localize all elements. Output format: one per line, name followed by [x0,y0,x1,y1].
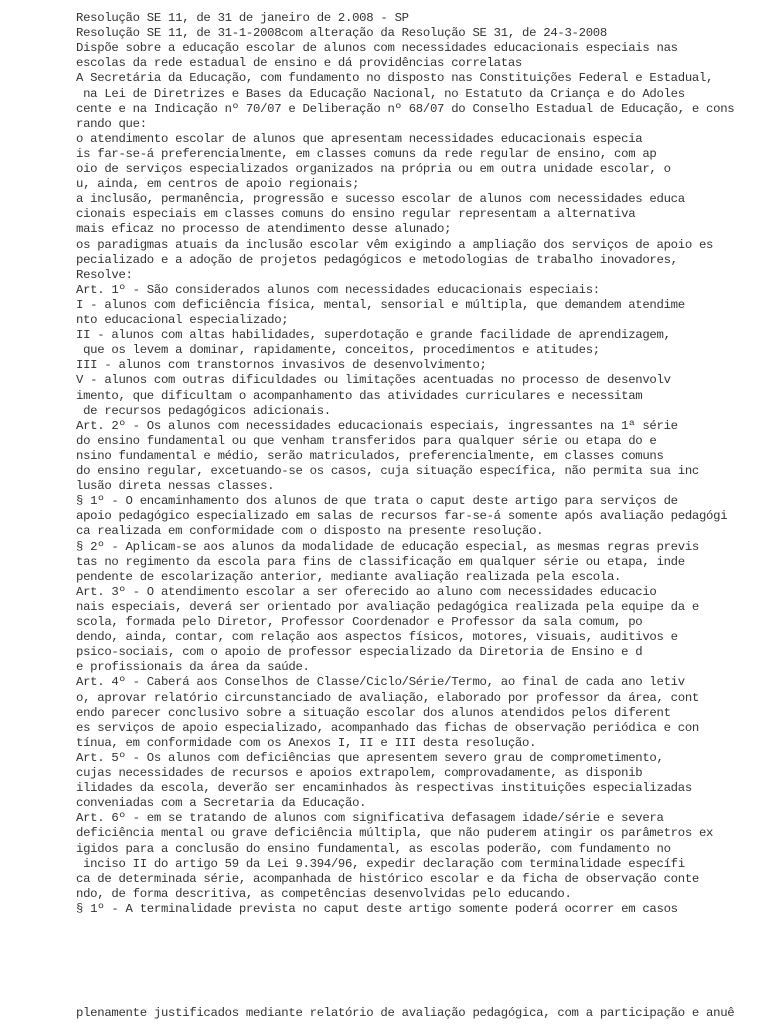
document-line: Art. 1º - São considerados alunos com necessidades educacionais especiais: [76,282,600,297]
document-line: mais eficaz no processo de atendimento desse alunado; [76,222,452,237]
document-line: nsino fundamental e médio, serão matriculados, preferencialmente, em classes comuns [76,448,664,463]
document-line: es serviços de apoio especializado, acompanhado das fichas de observação periódica e con [76,720,699,735]
document-line: o, aprovar relatório circunstanciado de avaliação, elaborado por professor da área, cont [76,690,699,705]
document-line: inciso II do artigo 59 da Lei 9.394/96, expedir declaração com terminalidade específi [76,856,685,871]
document-line: Resolve: [76,267,133,282]
document-line: cujas necessidades de recursos e apoios extrapolem, comprovadamente, as disponib [76,766,643,780]
document-line: Art. 2º - Os alunos com necessidades educacionais especiais, ingressantes na 1ª série [76,418,678,433]
document-line: I - alunos com deficiência física, mental, sensorial e múltipla, que demandem atendime [76,297,685,312]
document-line: dendo, ainda, contar, com relação aos aspectos físicos, motores, visuais, auditivos e [76,630,678,645]
document-line: conveniadas com a Secretaria da Educação. [76,796,367,811]
document-line: A Secretária da Educação, com fundamento no disposto nas Constituições Federal e Estadual, [76,71,714,86]
document-line: Art. 4º - Caberá aos Conselhos de Classe/Ciclo/Série/Termo, ao final de cada ano letiv [76,675,685,690]
document-line: Dispõe sobre a educação escolar de alunos com necessidades educacionais especiais nas [76,41,678,56]
document-line: Resolução SE 11, de 31-1-2008com alteração da Resolução SE 31, de 24-3-2008 [76,26,607,41]
document-line: § 1º - A terminalidade prevista no caput deste artigo somente poderá ocorrer em casos [76,901,678,916]
document-line: scola, formada pelo Diretor, Professor Coordenador e Professor da sala comum, po [76,615,643,629]
document-line: e profissionais da área da saúde. [76,660,310,675]
document-line: a inclusão, permanência, progressão e sucesso escolar de alunos com necessidades educa [76,192,685,207]
continuation-line: plenamente justificados mediante relatório de avaliação pedagógica, com a participação e anuê [76,1006,735,1020]
document-line: psico-sociais, com o apoio de professor especializado da Diretoria de Ensino e d [76,645,643,660]
document-line: Art. 5º - Os alunos com deficiências que apresentem severo grau de comprometimento, [76,750,664,765]
document-line: igidos para a conclusão do ensino fundamental, as escolas poderão, com fundamento no [76,841,671,856]
document-line: rando que: [76,116,147,131]
document-line: que os levem a dominar, rapidamente, conceitos, procedimentos e atitudes; [76,343,600,358]
document-line: tínua, em conformidade com os Anexos I, II e III desta resolução. [76,735,537,750]
document-line: deficiência mental ou grave deficiência múltipla, que não puderem atingir os parâmetros ex [76,826,714,841]
document-line: os paradigmas atuais da inclusão escolar vêm exigindo a ampliação dos serviços de apoio es [76,237,714,252]
document-line: ca realizada em conformidade com o disposto na presente resolução. [76,524,544,539]
document-line: apoio pedagógico especializado em salas de recursos far-se-á somente após avaliação pedagógi [76,509,728,524]
document-line: u, ainda, em centros de apoio regionais; [76,177,360,192]
document-line: ca de determinada série, acompanhada de histórico escolar e da ficha de observação conte [76,871,699,886]
document-line: endo parecer conclusivo sobre a situação escolar dos alunos atendidos pelos diferent [76,705,671,720]
document-line: do ensino fundamental ou que venham transferidos para qualquer série ou etapa do e [76,433,657,448]
document-line: II - alunos com altas habilidades, superdotação e grande facilidade de aprendizagem, [76,328,671,343]
document-line: oio de serviços especializados organizados na própria ou em outra unidade escolar, o [76,162,671,176]
document-line: do ensino regular, excetuando-se os casos, cuja situação específica, não permita sua inc [76,464,699,478]
document-line: Resolução SE 11, de 31 de janeiro de 2.008 - SP [76,11,409,25]
document-line: is far-se-á preferencialmente, em classes comuns da rede regular de ensino, com ap [76,146,657,161]
document-line: nais especiais, deverá ser orientado por avaliação pedagógica realizada pela equipe da e [76,599,699,614]
document-line: ilidades da escola, deverão ser encaminhados às respectivas instituições especializadas [76,781,692,796]
document-line: nto educacional especializado; [76,313,289,327]
document-line: tas no regimento da escola para fins de classificação em qualquer série ou etapa, inde [76,554,685,569]
document-line: pecializado e a adoção de projetos pedagógicos e metodologias de trabalho inovadores, [76,252,678,267]
document-line: Art. 3º - O atendimento escolar a ser oferecido ao aluno com necessidades educacio [76,584,657,599]
document-line: cente e na Indicação nº 70/07 e Deliberação nº 68/07 do Conselho Estadual de Educação, e cons [76,101,735,116]
document-line: § 2º - Aplicam-se aos alunos da modalidade de educação especial, as mesmas regras previs [76,539,699,554]
document-line: de recursos pedagógicos adicionais. [76,403,331,418]
document-line: ndo, de forma descritiva, as competências desenvolvidas pelo educando. [76,886,572,901]
document-line: pendente de escolarização anterior, mediante avaliação realizada pela escola. [76,569,622,584]
document-line: na Lei de Diretrizes e Bases da Educação Nacional, no Estatuto da Criança e do Adoles [76,86,685,101]
document-line: V - alunos com outras dificuldades ou limitações acentuadas no processo de desenvolv [76,373,671,388]
document-line: o atendimento escolar de alunos que apresentam necessidades educacionais especia [76,131,643,146]
document-line: cionais especiais em classes comuns do ensino regular representam a alternativa [76,207,636,222]
document-line: § 1º - O encaminhamento dos alunos de que trata o caput deste artigo para serviços de [76,494,678,509]
document-line: lusão direta nessas classes. [76,479,275,494]
document-line: escolas da rede estadual de ensino e dá providências correlatas [76,56,522,71]
document-line: Art. 6º - em se tratando de alunos com significativa defasagem idade/série e severa [76,811,664,826]
document-line: imento, que dificultam o acompanhamento das atividades curriculares e necessitam [76,388,643,403]
document-line: III - alunos com transtornos invasivos de desenvolvimento; [76,358,487,373]
